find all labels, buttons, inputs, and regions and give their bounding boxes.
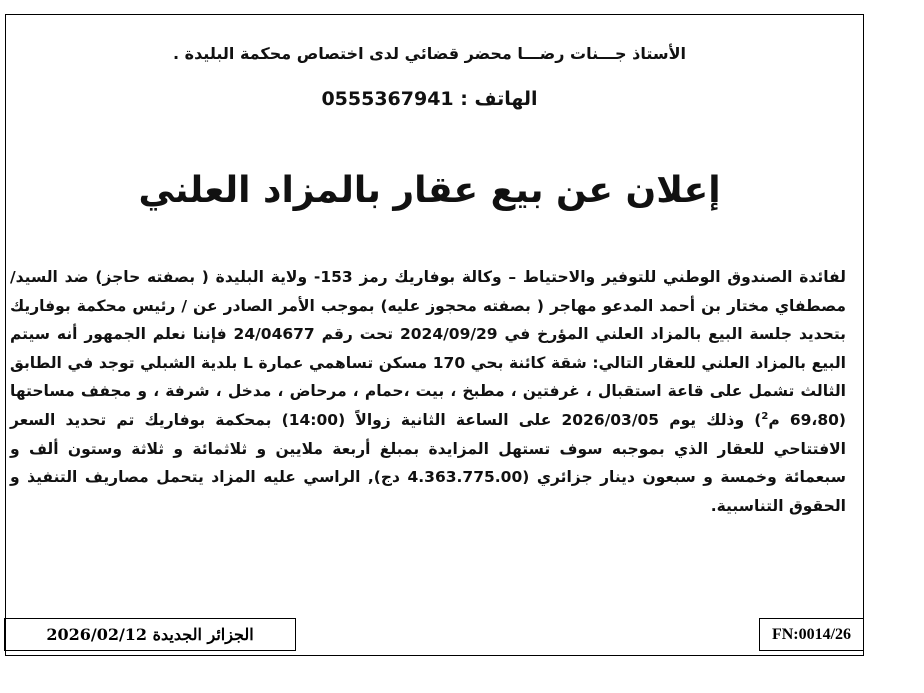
area-unit-superscript: 2 <box>761 410 769 422</box>
body-text-part1: لفائدة الصندوق الوطني للتوفير والاحتياط – وكالة بوفاريك رمز 153- ولاية البليدة ( بصفته حاجز) ضد السيد/ مصطفاي مختار بن أحمد المدعو مهاجر ( بصفته محجوز عليه) بموجب الأمر الصادر عن / رئيس محكمة بوفاريك بتحديد جلسة البيع بالمزاد العلني المؤرخ في 2024/09/29 تحت رقم 24/04677 فإننا نعلم الجمهور أنه سيتم البيع بالمزاد العلني للعقار التالي: شقة كائنة بحي 170 مسكن تساهمي عمارة L بلدية الشبلي توجد في الطابق الثالث تشمل على قاعة استقبال ، غرفتين ، مطبخ ، بيت ،حمام ، مرحاض ، مدخل ، شرفة ، و مجفف مساحتها (69،80 م <box>10 268 846 429</box>
notice-title: إعلان عن بيع عقار بالمزاد العلني <box>138 170 721 211</box>
bailiff-name-line: الأستاذ جـــنات رضـــا محضر قضائي لدى اختصاص محكمة البليدة . <box>172 44 687 63</box>
publication-label: الجزائر الجديدة 2026/02/12 <box>46 625 254 644</box>
file-number: FN:0014/26 <box>771 625 852 643</box>
notice-body <box>10 263 846 520</box>
file-number-box <box>759 618 864 651</box>
body-text-part2: ) وذلك يوم 2026/03/05 على الساعة الثانية زوالاً (14:00) بمحكمة بوفاريك تم تحديد السعر الافتتاحي للعقار الذي بموجبه سوف تستهل المزايدة بمبلغ أربعة ملايين و ثلاثمائة و ثلاثة وستون ألف و سبعمائة وخمسة و سبعون دينار جزائري (4.363.775.00 دج), الراسي عليه المزاد يتحمل مصاريف التنفيذ و الحقوق التناسبية. <box>10 410 846 515</box>
phone-line: الهاتف : 0555367941 <box>321 88 538 110</box>
publication-box <box>4 618 296 651</box>
